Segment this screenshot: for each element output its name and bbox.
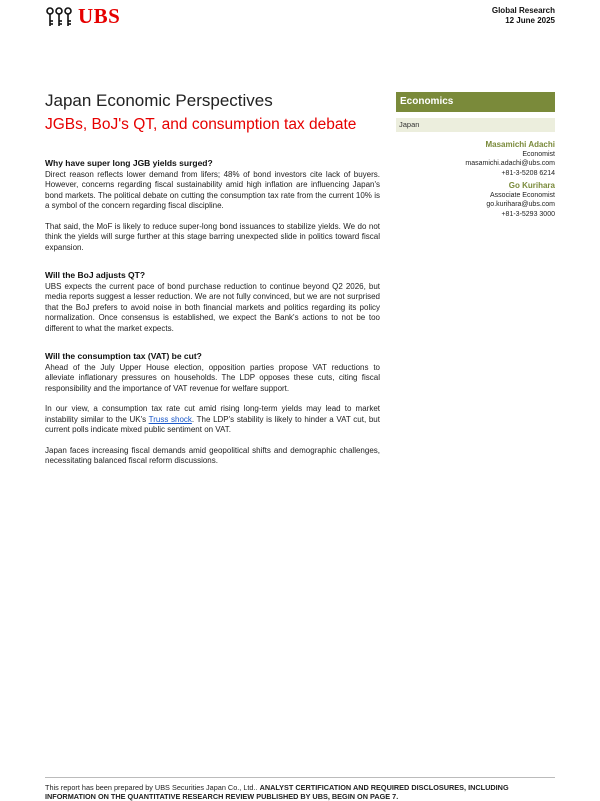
paragraph: Direct reason reflects lower demand from lifers; 48% of bond investors cite lack of buyers. However, concerns regarding fiscal sustainability amid high inflation are influencing Japan's bond markets. The political debate on cutting the consumption tax rate from the current 10% is a symbol of the concern regarding fiscal discipline. (45, 169, 380, 210)
author-block (396, 140, 555, 178)
paragraph (45, 404, 380, 436)
footer-text: This report has been prepared by UBS Securities Japan Co., Ltd.. (45, 783, 260, 792)
ubs-logo (44, 4, 120, 29)
paragraph: That said, the MoF is likely to reduce super-long bond issuances to stabilize yields. We do not think the yields will surge further at this stage barring unexpected slide in politics toward fiscal expansion. (45, 221, 380, 252)
author-name: Masamichi Adachi (485, 140, 555, 149)
author-role: Economist (522, 150, 555, 158)
ubs-keys-icon (44, 6, 74, 28)
report-title: Japan Economic Perspectives (45, 91, 273, 110)
header-meta (492, 6, 555, 26)
paragraph-text: In our view, a consumption tax rate cut amid rising long-term yields may lead to market instability similar to the UK's (45, 404, 380, 424)
author-phone: +81-3-5208 6214 (501, 169, 555, 177)
sidebar (396, 92, 555, 219)
author-block (396, 181, 555, 219)
report-subtitle: JGBs, BoJ's QT, and consumption tax debate (45, 116, 357, 133)
report-body (45, 158, 380, 477)
division-label: Global Research (491, 6, 555, 15)
report-date: 12 June 2025 (505, 16, 555, 25)
paragraph: Ahead of the July Upper House election, opposition parties propose VAT reductions to alleviate inflationary pressures on households. The LDP opposes these cuts, citing fiscal responsibility and the importance of VAT revenue for welfare support. (45, 362, 380, 393)
paragraph: UBS expects the current pace of bond purchase reduction to continue beyond Q2 2026, but media reports suggest a lesser reduction. We are not fully convinced, but we are not surprised that the BoJ prefers to avoid noise in both financial markets and politics regarding its policy normalization. Once consensus is established, we expect the Bank's actions to not be too different to what the market expects. (45, 281, 380, 333)
truss-shock-link[interactable]: Truss shock (148, 414, 192, 424)
category-bar: Economics (396, 92, 555, 112)
author-email[interactable]: go.kurihara@ubs.com (486, 201, 555, 208)
section-heading: Will the BoJ adjusts QT? (45, 270, 146, 280)
country-bar: Japan (396, 118, 555, 132)
footer-disclosure: ANALYST CERTIFICATION AND REQUIRED DISCLOSURES, INCLUDING INFORMATION ON THE QUANTITATIVE RESEARCH REVIEW PUBLISHED BY UBS, BEGIN ON PAGE 7. (45, 783, 509, 801)
disclosure-footer (45, 777, 555, 801)
author-email[interactable]: masamichi.adachi@ubs.com (465, 160, 555, 167)
paragraph: Japan faces increasing fiscal demands amid geopolitical shifts and demographic challenges, necessitating balanced fiscal reform discussions. (45, 445, 380, 465)
paragraph-text: . The LDP's stability is likely to hinder a VAT cut, but current polls indicate mixed public sentiment on VAT. (45, 414, 380, 434)
author-role: Associate Economist (490, 191, 555, 199)
section-heading: Why have super long JGB yields surged? (45, 158, 213, 168)
author-phone: +81-3-5293 3000 (501, 210, 555, 218)
section-heading: Will the consumption tax (VAT) be cut? (45, 351, 202, 361)
author-name: Go Kurihara (508, 181, 555, 190)
ubs-logo-text: UBS (78, 4, 121, 28)
